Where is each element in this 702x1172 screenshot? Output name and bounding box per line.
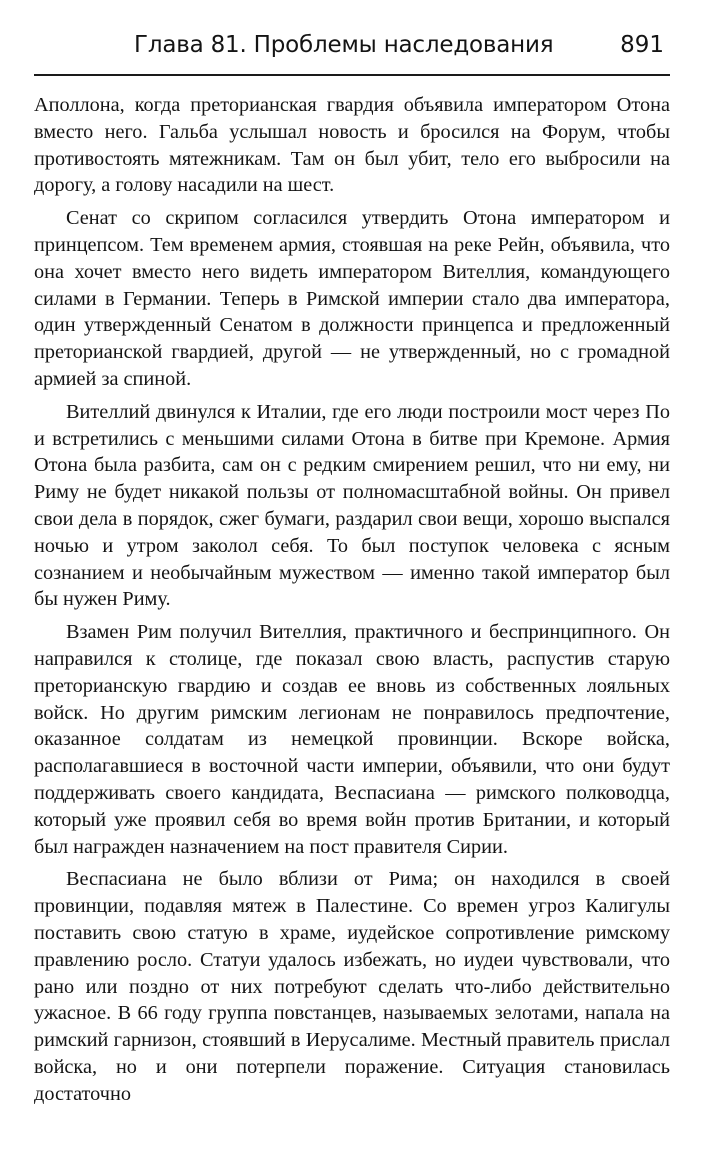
- page-number: 891: [620, 32, 664, 58]
- body-text: [34, 92, 670, 1113]
- paragraph-5: Веспасиана не было вблизи от Рима; он находился в своей провинции, подавляя мятеж в Палестине. Со времен угроз Калигулы поставить свою статую в храме, иудейское сопротивление римскому правлению росло. Статуи удалось избежать, но иудеи чувствовали, что рано или поздно от них потребуют сделать что-либо действительно ужасное. В 66 году группа повстанцев, называемых зелотами, напала на римский гарнизон, стоявший в Иерусалиме. Местный правитель прислал войска, но и они потерпели поражение. Ситуация становилась достаточно: [34, 868, 670, 1105]
- paragraph-2: Сенат со скрипом согласился утвердить Отона императором и принцепсом. Тем временем армия, стоявшая на реке Рейн, объявила, что она хочет вместо него видеть императором Вителлия, командующего силами в Германии. Теперь в Римской империи стало два императора, один утвержденный Сенатом в должности принцепса и предложенный преторианской гвардией, другой — не утвержденный, но с громадной армией за спиной.: [34, 207, 670, 390]
- paragraph-4: Взамен Рим получил Вителлия, практичного и беспринципного. Он направился к столице, где показал свою власть, распустив старую преторианскую гвардию и создав ее вновь из собственных лояльных войск. Но другим римским легионам не понравилось предпочтение, оказанное солдатам из немецкой провинции. Вскоре войска, располагавшиеся в восточной части империи, объявили, что они будут поддерживать своего кандидата, Веспасиана — римского полководца, который уже проявил себя во время войн против Британии, и который был награжден назначением на пост правителя Сирии.: [34, 621, 670, 858]
- paragraph-3: Вителлий двинулся к Италии, где его люди построили мост через По и встретились с меньшими силами Отона в битве при Кремоне. Армия Отона была разбита, сам он с редким смирением решил, что ни ему, ни Риму не будет никакой пользы от полномасштабной войны. Он привел свои дела в порядок, сжег бумаги, раздарил свои вещи, хорошо выспался ночью и утром заколол себя. То был поступок человека с ясным сознанием и необычайным мужеством — именно такой император был бы нужен Риму.: [34, 400, 670, 611]
- running-header: [34, 30, 670, 76]
- chapter-title: Глава 81. Проблемы наследования: [134, 32, 554, 58]
- paragraph-1: Аполлона, когда преторианская гвардия объявила императором Отона вместо него. Гальба услышал новость и бросился на Форум, чтобы противостоять мятежникам. Там он был убит, тело его выбросили на дорогу, а голову насадили на шест.: [34, 94, 670, 197]
